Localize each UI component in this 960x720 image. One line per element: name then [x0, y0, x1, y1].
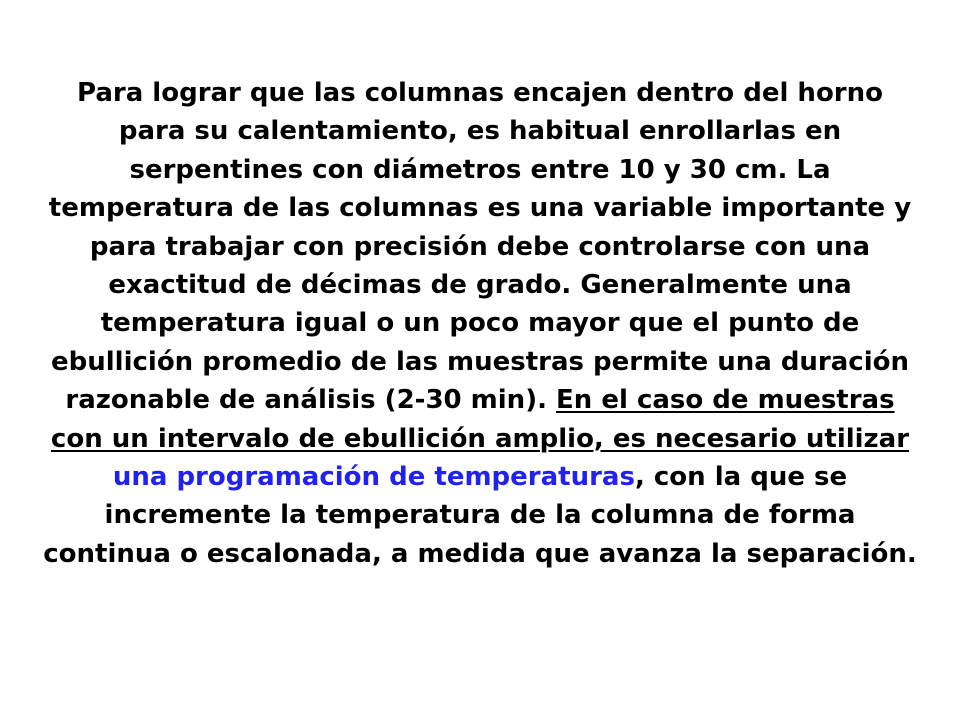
paragraph-highlighted-term: una programación de temperaturas — [112, 462, 635, 493]
paragraph-outro: , con la que se incremente la temperatura de la columna de forma continua o escalonada, a medida que avanza la separación. — [43, 462, 917, 569]
slide-paragraph — [40, 74, 920, 573]
paragraph-intro: Para lograr que las columnas encajen dentro del horno para su calentamiento, es habitual enrollarlas en serpentines con diámetros entre 10 y 30 cm. La temperatura de las columnas es una variable importante y para trabajar con precisión debe controlarse con una exactitud de décimas de grado. Generalmente una temperatura igual o un poco mayor que el punto de ebullición promedio de las muestras permite una duración razonable de análisis (2-30 min). — [48, 78, 912, 416]
paragraph-underlined-sentence: En el caso de muestras con un intervalo de ebullición amplio, es necesario utilizar — [50, 385, 910, 454]
